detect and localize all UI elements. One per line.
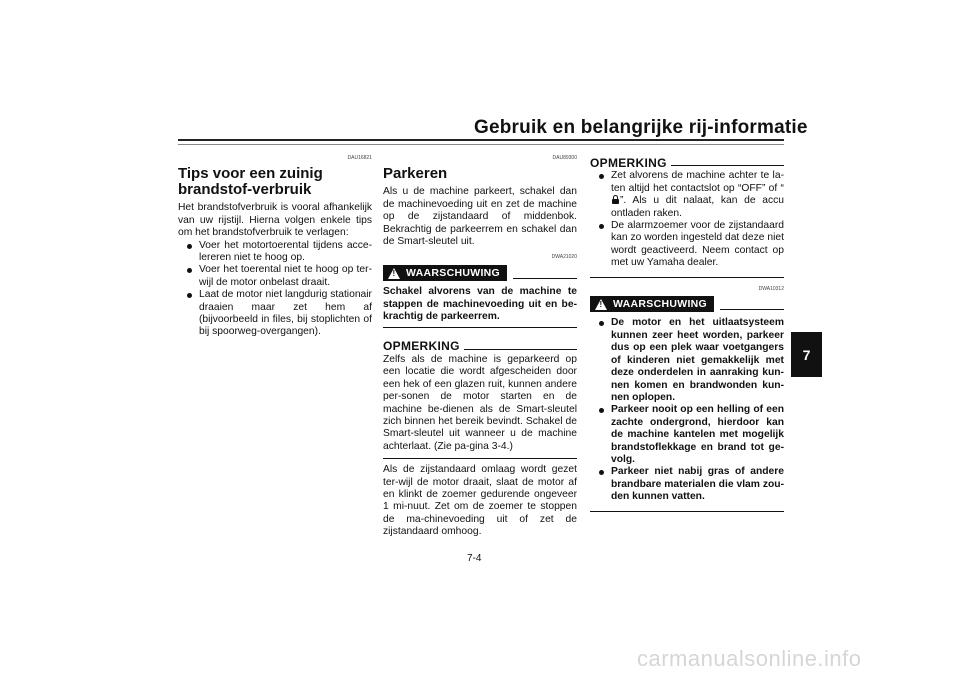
divider bbox=[590, 277, 784, 278]
watermark: carmanualsonline.info bbox=[637, 646, 862, 671]
list-item bbox=[590, 170, 784, 220]
list-item: Parkeer niet nabij gras of andere brandbare materialen die vlam zou-den kunnen vatten. bbox=[590, 466, 784, 503]
list-item: Voer het motortoerental tijdens acce-lereren niet te hoog op. bbox=[178, 240, 372, 265]
warning-icon: ! bbox=[388, 268, 400, 279]
section-code: DAU16821 bbox=[347, 155, 372, 161]
chapter-tab: 7 bbox=[791, 332, 822, 377]
header-rule-thin bbox=[178, 144, 784, 145]
section-title-parking: Parkeren bbox=[383, 165, 448, 183]
fuel-intro: Het brandstofverbruik is vooral afhankelijk van uw rijstijl. Hierna volgen enkele tips om het brandstofverbruik te verlagen: bbox=[178, 202, 372, 239]
warning-list bbox=[590, 317, 784, 503]
warning-icon: ! bbox=[595, 299, 607, 310]
parking-intro: Als u de machine parkeert, schakel dan de machinevoeding uit en zet de machine op de zijstandaard of middenbok. Bekrachtig de parkeerrem en schakel dan de Smart-sleutel uit. bbox=[383, 186, 577, 248]
column-fuel-tips bbox=[178, 152, 372, 339]
list-item: De motor en het uitlaatsysteem kunnen zeer heet worden, parkeer dus op een plek waar voetgangers of kinderen niet gemakkelijk met deze onderdelen in aanraking kun-nen komen en brandwonden kun-nen oplopen. bbox=[590, 317, 784, 404]
warning-rule bbox=[720, 309, 784, 310]
list-item: Voer het toerental niet te hoog op ter-wijl de motor onbelast draait. bbox=[178, 264, 372, 289]
warning-code: DWA10312 bbox=[758, 285, 784, 292]
list-item: Parkeer nooit op een helling of een zachte ondergrond, hierdoor kan de machine kantelen met mogelijk brandstoflekkage en brand tot ge-volg. bbox=[590, 404, 784, 466]
header-rule bbox=[178, 139, 784, 141]
note-text: Zelfs als de machine is geparkeerd op een locatie die wordt afgescheiden door een hek of een glazen ruit, kunnen andere per-sonen de motor starten en de machine be-dienen als de Smart-sleutel zich binnen het bereik bevindt. Schakel de Smart-sleutel uit wanneer u de machine achterlaat. (Zie pa-gina 3-4.) bbox=[383, 353, 577, 452]
list-item bbox=[590, 220, 784, 270]
warning-label-text: WAARSCHUWING bbox=[406, 266, 501, 279]
note-bullet-text: De alarmzoemer voor de zijstandaard kan zo worden ingesteld dat deze niet wordt geactiveerd. Neem contact op met uw Yamaha dealer. bbox=[611, 220, 784, 269]
lock-icon bbox=[612, 195, 619, 204]
warning-text: Schakel alvorens van de machine te stappen de machinevoeding uit en be-krachtig de parkeerrem. bbox=[383, 286, 577, 323]
note-list bbox=[590, 170, 784, 269]
divider bbox=[383, 327, 577, 328]
divider bbox=[590, 511, 784, 512]
list-item: Laat de motor niet langdurig stationair draaien maar zet hem af (bijvoorbeeld in files, bij stoplichten of bij spoorweg-overgangen). bbox=[178, 289, 372, 339]
section-code: DAU89300 bbox=[552, 155, 577, 161]
page-header-title: Gebruik en belangrijke rij-informatie bbox=[474, 117, 808, 138]
warning-rule bbox=[513, 278, 577, 279]
note-label: OPMERKING bbox=[383, 339, 460, 354]
divider bbox=[383, 458, 577, 459]
page-number: 7-4 bbox=[467, 553, 482, 564]
warning-label bbox=[383, 265, 507, 281]
note-bullet-text: Zet alvorens de machine achter te la-ten altijd het contactslot op “OFF” of “ bbox=[611, 170, 784, 194]
note-header bbox=[590, 157, 784, 169]
note-header bbox=[383, 340, 577, 352]
warning-header bbox=[383, 265, 577, 281]
note-bullet-text: ”. Als u dit nalaat, kan de accu ontladen raken. bbox=[611, 195, 784, 219]
fuel-tips-list bbox=[178, 240, 372, 339]
section-title-fuel: Tips voor een zuinig brandstof-verbruik bbox=[178, 165, 323, 199]
parking-outro: Als de zijstandaard omlaag wordt gezet ter-wijl de motor draait, slaat de motor af en klinkt de zoemer gedurende ongeveer 1 mi-nuut. Zet om de zoemer te stoppen de ma-chinevoeding uit of zet de zijstandaard omhoog. bbox=[383, 464, 577, 538]
note-label: OPMERKING bbox=[590, 156, 667, 170]
warning-label bbox=[590, 296, 714, 312]
warning-header bbox=[590, 296, 784, 312]
column-parking-cont bbox=[590, 157, 784, 512]
warning-code: DWA21020 bbox=[551, 254, 577, 261]
column-parking bbox=[383, 152, 577, 539]
warning-label-text: WAARSCHUWING bbox=[613, 298, 708, 311]
